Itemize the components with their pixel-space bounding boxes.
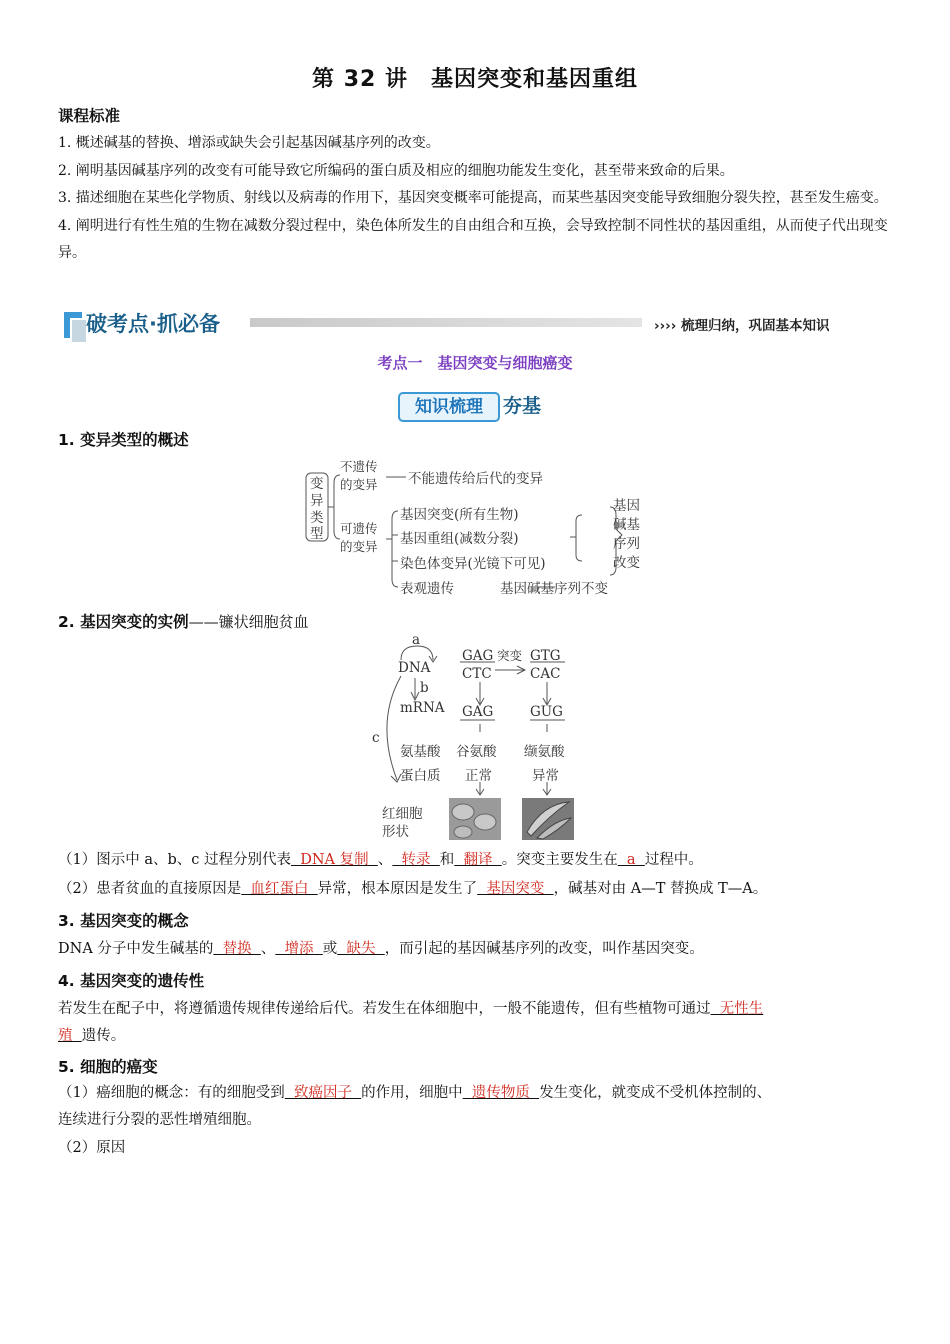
diagram2-aa: 氨基酸	[400, 744, 441, 760]
answer-process-a: a	[617, 852, 645, 868]
question-3: DNA 分子中发生碱基的 替换 、 增添 或 缺失 ，而引起的基因碱基序列的改变，叫作基因突变。	[58, 941, 704, 957]
curriculum-item-1: 1. 概述碱基的替换、增添或缺失会引起基因碱基序列的改变。	[58, 135, 440, 151]
diagram2-shape: 形状	[382, 824, 409, 840]
diagram1-item-2: 基因重组(减数分裂)	[400, 531, 519, 547]
answer-addition: 增添	[275, 941, 323, 957]
diagram2-mrna: mRNA	[400, 700, 445, 716]
question-2: （2）患者贫血的直接原因是 血红蛋白 异常，根本原因是发生了 基因突变 ，碱基对由 A—T 替换成 T—A。	[58, 881, 768, 897]
diagram2-ctc: CTC	[462, 666, 492, 682]
diagram2-gag-top: GAG	[462, 648, 494, 664]
diagram2-normal: 正常	[465, 768, 492, 784]
question-4-line-1: 若发生在配子中，将遵循遗传规律传递给后代。若发生在体细胞中，一般不能遗传，但有些植物可通过 无性生	[58, 1001, 764, 1017]
diagram1-item-1: 基因突变(所有生物)	[400, 507, 519, 523]
diagram1-nonheritable: 不遗传的变异	[340, 459, 378, 492]
diagram2-c: c	[372, 730, 380, 746]
answer-hemoglobin: 血红蛋白	[241, 881, 318, 897]
diagram1-epi: 表观遗传	[400, 581, 454, 597]
answer-genetic-material: 遗传物质	[462, 1085, 540, 1101]
banner-subtitle: ›››› 梳理归纳，巩固基本知识	[654, 318, 830, 334]
curriculum-heading: 课程标准	[58, 107, 121, 125]
zhishi-side-label: 夯基	[503, 395, 542, 417]
answer-translation: 翻译	[454, 852, 502, 868]
diagram2-dna: DNA	[398, 660, 431, 676]
answer-substitution: 替换	[213, 941, 261, 957]
answer-carcinogen: 致癌因子	[284, 1085, 362, 1101]
diagram1-root-char-1: 变	[310, 476, 324, 492]
diagram2-cac: CAC	[530, 666, 561, 682]
zhishi-badge: 知识梳理	[398, 392, 500, 422]
diagram2-gtg: GTG	[530, 648, 561, 664]
section-4-heading: 4. 基因突变的遗传性	[58, 972, 205, 990]
page-title: 第 32 讲 基因突变和基因重组	[312, 67, 638, 92]
diagram1-epi-desc: 基因碱基序列不变	[500, 581, 608, 597]
section-3-heading: 3. 基因突变的概念	[58, 912, 189, 930]
kaodian-title: 考点一 基因突变与细胞癌变	[377, 354, 573, 372]
curriculum-item-4: 4. 阐明进行有性生殖的生物在减数分裂过程中，染色体所发生的自由组合和互换，会导致控制不同性状的基因重组，从而使子代出现变异。	[58, 217, 888, 261]
section-2-heading: 2. 基因突变的实例——镰状细胞贫血	[58, 613, 309, 631]
diagram2-gag-m: GAG	[462, 704, 494, 720]
answer-deletion: 缺失	[337, 941, 385, 957]
diagram1-root-char-4: 型	[310, 526, 324, 542]
question-5-line-2: 连续进行分裂的恶性增殖细胞。	[58, 1112, 261, 1128]
diagram2-glu: 谷氨酸	[456, 744, 497, 760]
diagram2-gug: GUG	[530, 704, 563, 720]
banner-title: 破考点·抓必备	[86, 312, 220, 336]
question-1: （1）图示中 a、b、c 过程分别代表 DNA 复制 、 转录 和 翻译 。突变主要发生在 a 过程中。	[58, 852, 703, 868]
answer-asexual-reproduction-part1: 无性生	[710, 1001, 764, 1017]
diagram2-b: b	[420, 680, 429, 696]
curriculum-list	[58, 130, 888, 268]
question-4-line-2: 殖 遗传。	[58, 1028, 126, 1044]
question-5-line-1: （1）癌细胞的概念：有的细胞受到 致癌因子 的作用，细胞中 遗传物质 发生变化，就变成不受机体控制的、	[58, 1085, 772, 1101]
question-5-cause: （2）原因	[58, 1140, 126, 1156]
section-5-heading: 5. 细胞的癌变	[58, 1058, 158, 1076]
diagram2-protein: 蛋白质	[400, 768, 441, 784]
diagram2-abnormal: 异常	[532, 768, 559, 784]
curriculum-item-2: 2. 阐明基因碱基序列的改变有可能导致它所编码的蛋白质及相应的细胞功能发生变化，甚至带来致命的后果。	[58, 162, 734, 179]
diagram2-a: a	[412, 632, 421, 648]
diagram2-mutation: 突变	[497, 648, 523, 663]
diagram1-heritable: 可遗传的变异	[340, 521, 378, 554]
answer-gene-mutation: 基因突变	[477, 881, 554, 897]
diagram1-root-char-3: 类	[310, 510, 324, 526]
answer-asexual-reproduction-part2: 殖	[58, 1028, 82, 1044]
diagram2-rbc: 红细胞	[382, 806, 423, 822]
curriculum-item-3: 3. 描述细胞在某些化学物质、射线以及病毒的作用下，基因突变概率可能提高，而某些基因突变能导致细胞分裂失控，甚至发生癌变。	[58, 190, 888, 206]
section-1-heading: 1. 变异类型的概述	[58, 431, 189, 449]
banner-divider	[250, 318, 642, 327]
diagram1-nonheritable-desc: 不能遗传给后代的变异	[408, 471, 543, 487]
answer-dna-replication: DNA 复制	[291, 852, 378, 868]
answer-transcription: 转录	[392, 852, 440, 868]
diagram2-val: 缬氨酸	[524, 744, 565, 760]
diagram1-root-char-2: 异	[310, 493, 324, 509]
diagram1-brace-label: 基因碱基序列改变	[613, 498, 640, 571]
diagram1-item-3: 染色体变异(光镜下可见)	[400, 556, 546, 572]
